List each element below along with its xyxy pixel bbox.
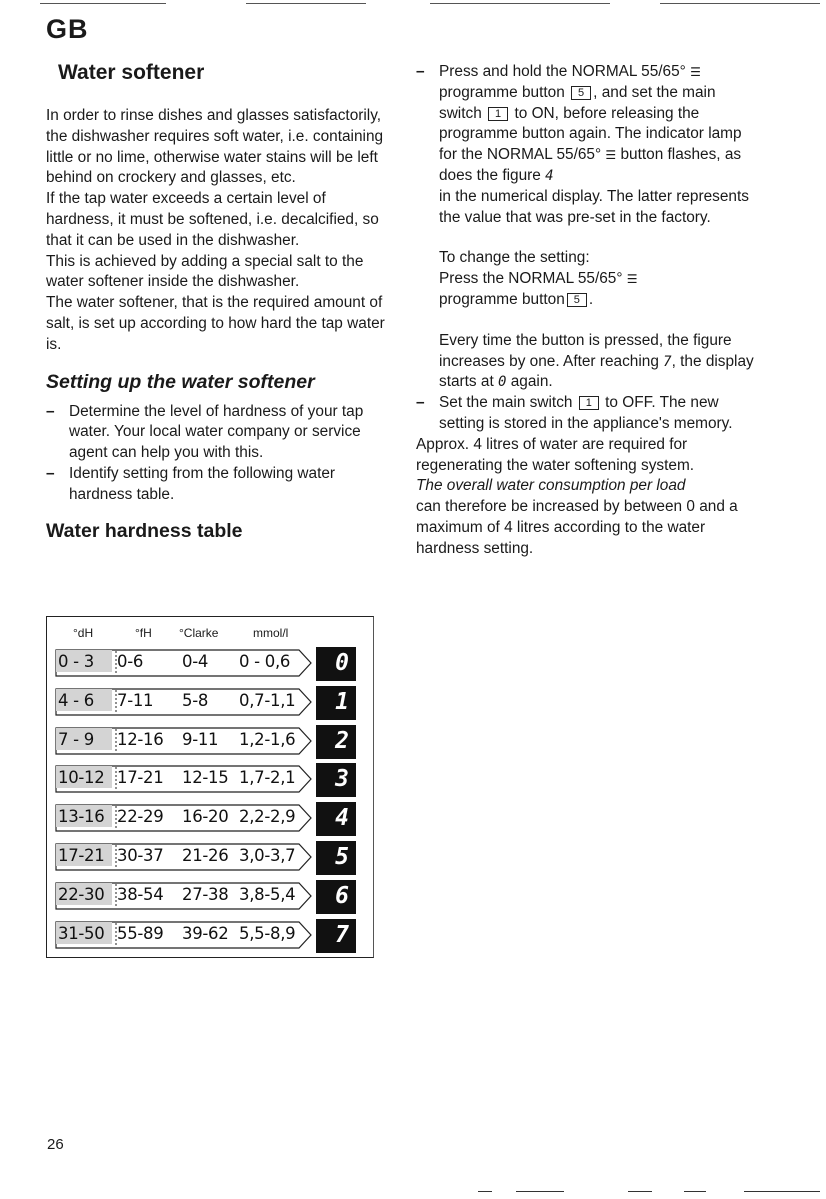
display-digit xyxy=(316,725,356,759)
text-run: to OFF. The new setting is stored in the appliance's memory. xyxy=(439,394,733,432)
cell-mmol: 1,7-2,1 xyxy=(239,768,296,788)
cell-dh: 0 - 3 xyxy=(56,650,112,672)
consumption-text-italic: The overall water consumption per load xyxy=(416,477,686,495)
bullet-text xyxy=(439,62,761,228)
cell-dh: 4 - 6 xyxy=(56,689,112,711)
setting-subtitle: Setting up the water softener xyxy=(46,370,315,393)
hardness-row xyxy=(51,686,369,720)
display-figure: 0 xyxy=(498,374,507,391)
hardness-row xyxy=(51,725,369,759)
hardness-row xyxy=(51,802,369,836)
change-setting xyxy=(416,248,761,310)
text-run: to ON, before releasing the programme button again. The indicator lamp for the NORMAL 55/65° xyxy=(439,104,742,164)
cell-dh: 10-12 xyxy=(56,766,112,788)
footer-rule xyxy=(478,1191,492,1192)
right-column xyxy=(416,62,761,560)
cell-mmol: 1,2-1,6 xyxy=(239,729,296,749)
bullet-dash: – xyxy=(46,402,55,420)
bullet-dash: – xyxy=(416,63,425,80)
text-run: Set the main switch xyxy=(439,394,573,412)
text-run: button flashes, as does the figure xyxy=(439,146,742,184)
text-run: in the numerical display. The latter represents the value that was pre-set in the factory. xyxy=(439,187,749,226)
top-rule xyxy=(40,3,166,4)
intro-paragraph: In order to rinse dishes and glasses satisfactorily, the dishwasher requires soft water, i.e. containing little or no lime, otherwise water stains will be left behind on crockery and glasses, etc. xyxy=(46,107,384,187)
cell-clarke: 0-4 xyxy=(182,652,209,671)
cell-clarke: 5-8 xyxy=(182,690,209,710)
cell-mmol: 2,2-2,9 xyxy=(239,807,296,827)
hardness-row xyxy=(51,919,369,953)
change-line: programme button 5 . xyxy=(439,290,594,308)
cell-dh: 22-30 xyxy=(56,883,112,905)
cell-mmol: 3,8-5,4 xyxy=(239,884,296,904)
display-digit xyxy=(316,647,356,681)
bullet-item xyxy=(46,464,386,506)
text-run: To change the setting: xyxy=(439,249,590,267)
digit-value: 1 xyxy=(335,688,349,715)
cell-dh: 17-21 xyxy=(56,844,112,866)
digit-value: 7 xyxy=(335,921,349,948)
cell-fh: 22-29 xyxy=(117,807,164,827)
intro-paragraph: This is achieved by adding a special salt to the water softener inside the dishwasher. xyxy=(46,252,364,291)
cell-fh: 0-6 xyxy=(117,652,144,671)
top-rule xyxy=(246,3,366,4)
bullet-dash: – xyxy=(46,464,55,482)
top-rule xyxy=(430,3,610,4)
water-hardness-table xyxy=(46,616,374,958)
page-number: 26 xyxy=(47,1136,64,1153)
cell-clarke: 16-20 xyxy=(182,807,229,827)
intro-text xyxy=(46,106,386,356)
button-5-symbol: 5 xyxy=(571,86,591,100)
intro-paragraph: If the tap water exceeds a certain level of hardness, it must be softened, i.e. decalcified, so that it can be used in the dishwasher. xyxy=(46,190,379,249)
digit-value: 3 xyxy=(335,766,349,793)
switch-1-symbol: 1 xyxy=(488,107,508,121)
text-run: , and set the main switch xyxy=(439,83,716,122)
cell-clarke: 21-26 xyxy=(182,846,229,865)
digit-value: 2 xyxy=(335,727,349,754)
footer-rule xyxy=(744,1191,820,1192)
normal-programme-icon: ☰ xyxy=(626,272,638,287)
footer-rule xyxy=(516,1191,564,1192)
hardness-row xyxy=(51,763,369,797)
hardness-row xyxy=(51,880,369,914)
cell-clarke: 12-15 xyxy=(182,768,229,788)
table-title: Water hardness table xyxy=(46,519,243,542)
change-line xyxy=(439,269,761,290)
cell-fh: 12-16 xyxy=(117,729,164,749)
text-run: Press the NORMAL 55/65° xyxy=(439,270,623,288)
cell-clarke: 39-62 xyxy=(182,923,229,943)
display-digit xyxy=(316,880,356,914)
every-time-text xyxy=(416,331,761,393)
display-digit xyxy=(316,919,356,953)
cell-fh: 7-11 xyxy=(117,690,154,710)
hardness-row xyxy=(51,841,369,875)
header-fh: °fH xyxy=(135,626,152,640)
text-run: again. xyxy=(510,373,553,391)
cell-clarke: 27-38 xyxy=(182,884,229,904)
cell-fh: 55-89 xyxy=(117,923,164,943)
bullet-item xyxy=(46,402,386,464)
language-label: GB xyxy=(46,14,89,44)
cell-dh: 13-16 xyxy=(56,805,112,827)
left-column xyxy=(46,60,386,554)
digit-value: 4 xyxy=(335,805,349,832)
table-header xyxy=(47,623,373,643)
cell-fh: 30-37 xyxy=(117,846,164,865)
normal-programme-icon: ☰ xyxy=(605,148,617,163)
display-figure: 7 xyxy=(663,353,672,370)
cell-mmol: 5,5-8,9 xyxy=(239,923,296,943)
consumption-text: Approx. 4 litres of water are required for regenerating the water softening system. xyxy=(416,435,695,474)
display-digit xyxy=(316,763,356,797)
header-mmol: mmol/l xyxy=(253,626,289,640)
text-run: , the display starts at xyxy=(439,352,754,391)
cell-mmol: 0 - 0,6 xyxy=(239,652,291,671)
footer-rule xyxy=(628,1191,652,1192)
bullet-item xyxy=(416,62,761,228)
bullet-dash: – xyxy=(416,394,425,412)
text-run: Press and hold the NORMAL 55/65° xyxy=(439,63,686,80)
cell-dh: 31-50 xyxy=(56,922,112,944)
digit-value: 0 xyxy=(335,650,349,676)
top-rule xyxy=(660,3,820,4)
display-digit xyxy=(316,686,356,720)
bullet-text xyxy=(439,393,761,435)
hardness-row xyxy=(51,647,369,681)
footer-rule xyxy=(684,1191,706,1192)
bullet-text: Determine the level of hardness of your tap water. Your local water company or service agent can help you with this. xyxy=(69,402,364,462)
bullet-item xyxy=(416,393,761,435)
display-digit xyxy=(316,841,356,875)
section-title: Water softener xyxy=(58,61,205,84)
digit-value: 5 xyxy=(335,844,349,870)
digit-value: 6 xyxy=(335,882,349,909)
header-clarke: °Clarke xyxy=(179,626,219,640)
display-digit xyxy=(316,802,356,836)
cell-fh: 17-21 xyxy=(117,768,164,788)
display-figure: 4 xyxy=(545,167,554,184)
button-5-symbol: 5 xyxy=(567,293,587,307)
text-run: Every time the button is pressed, the figure increases by one. After reaching xyxy=(439,331,732,370)
text-run: programme button xyxy=(439,83,565,101)
text-run: programme button xyxy=(439,290,565,308)
cell-clarke: 9-11 xyxy=(182,729,219,749)
header-dh: °dH xyxy=(73,626,94,640)
intro-paragraph: The water softener, that is the required amount of salt, is set up according to how hard the tap water is. xyxy=(46,294,385,353)
cell-fh: 38-54 xyxy=(117,884,164,904)
cell-dh: 7 - 9 xyxy=(56,728,112,750)
cell-mmol: 0,7-1,1 xyxy=(239,690,296,710)
switch-1-symbol: 1 xyxy=(579,396,599,410)
consumption-text: can therefore be increased by between 0 and a maximum of 4 litres according to the water hardness setting. xyxy=(416,498,738,557)
normal-programme-icon: ☰ xyxy=(690,65,701,79)
bullet-text: Identify setting from the following water hardness table. xyxy=(69,464,336,503)
cell-mmol: 3,0-3,7 xyxy=(239,846,296,865)
